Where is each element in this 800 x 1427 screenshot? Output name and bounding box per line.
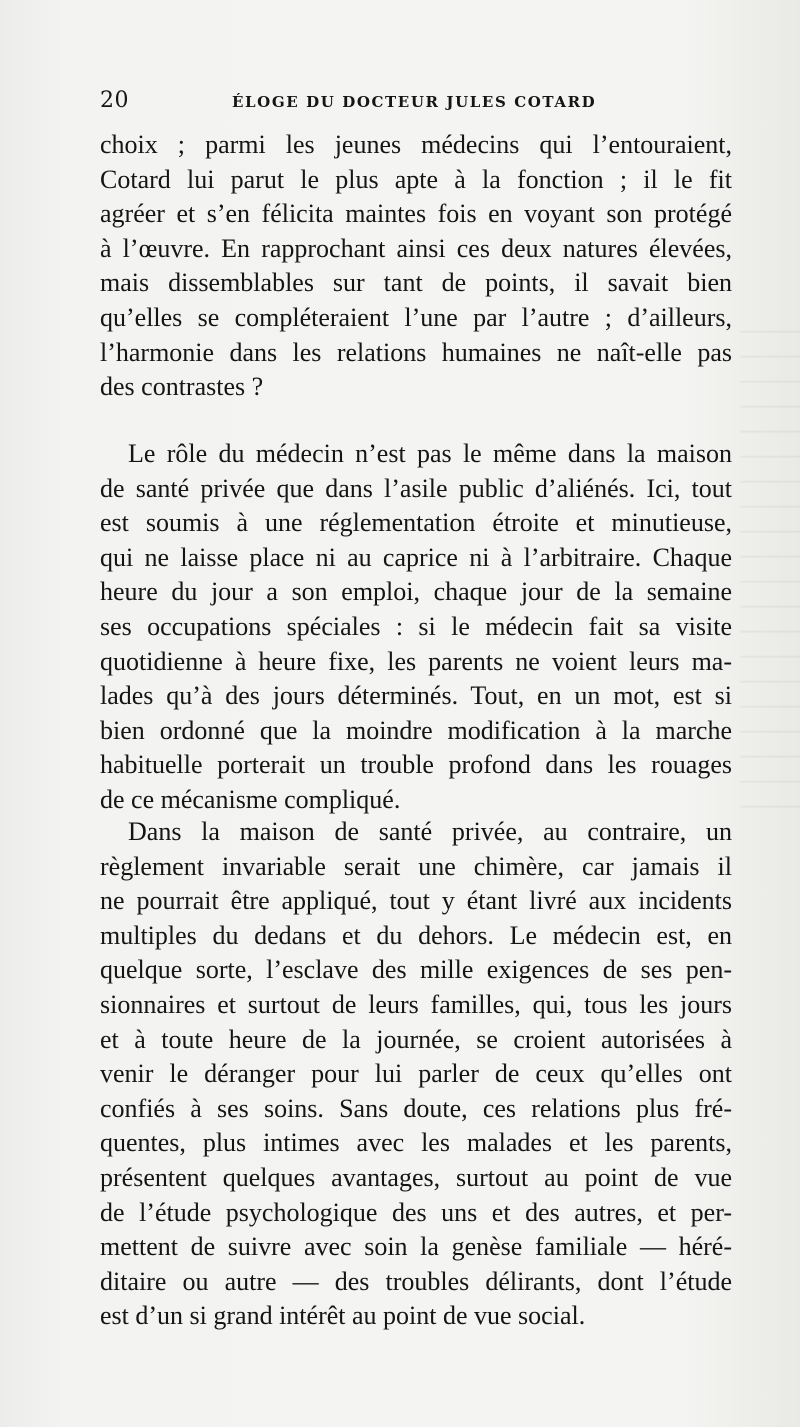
text-line: lades qu’à des jours déterminés. Tout, en un mot, est si	[100, 681, 732, 711]
show-through-shadow	[740, 330, 800, 830]
text-line: à l’œuvre. En rapprochant ainsi ces deux natures élevées,	[100, 233, 732, 263]
text-line: quotidienne à heure fixe, les parents ne voient leurs ma-	[100, 646, 732, 676]
text-line: de ce mécanisme compliqué.	[100, 784, 401, 814]
text-line: mettent de suivre avec soin la genèse familiale — héré-	[100, 1232, 732, 1262]
paragraph-3	[100, 815, 732, 1334]
text-line: sionnaires et surtout de leurs familles, qui, tous les jours	[100, 989, 732, 1019]
paragraph-1	[100, 128, 732, 405]
text-line: est soumis à une réglementation étroite et minutieuse,	[100, 508, 732, 538]
text-line: confiés à ses soins. Sans doute, ces relations plus fré-	[100, 1093, 732, 1123]
text-line: heure du jour a son emploi, chaque jour de la semaine	[100, 577, 732, 607]
page-header	[100, 88, 740, 118]
text-line: qui ne laisse place ni au caprice ni à l’arbitraire. Chaque	[100, 542, 732, 572]
text-line: bien ordonné que la moindre modification à la marche	[100, 715, 732, 745]
text-line: présentent quelques avantages, surtout au point de vue	[100, 1162, 732, 1192]
paragraph-2	[100, 437, 732, 818]
text-line: multiples du dedans et du dehors. Le médecin est, en	[100, 920, 732, 950]
text-line: l’harmonie dans les relations humaines ne naît-elle pas	[100, 337, 732, 367]
text-line: des contrastes ?	[100, 372, 264, 402]
text-line: et à toute heure de la journée, se croient autorisées à	[100, 1024, 732, 1054]
text-line: est d’un si grand intérêt au point de vue social.	[100, 1301, 586, 1331]
text-line: ne pourrait être appliqué, tout y étant livré aux incidents	[100, 886, 732, 916]
text-line: qu’elles se compléteraient l’une par l’autre ; d’ailleurs,	[100, 302, 732, 332]
text-line: choix ; parmi les jeunes médecins qui l’entouraient,	[100, 130, 732, 159]
text-line: mais dissemblables sur tant de points, il savait bien	[100, 268, 732, 298]
text-line: ditaire ou autre — des troubles délirants, dont l’étude	[100, 1266, 732, 1296]
text-line: Dans la maison de santé privée, au contraire, un	[128, 817, 732, 846]
text-line: de santé privée que dans l’asile public d’aliénés. Ici, tout	[100, 473, 732, 503]
page-number: 20	[100, 88, 129, 113]
text-line: agréer et s’en félicita maintes fois en voyant son protégé	[100, 199, 732, 229]
text-line: habituelle porterait un trouble profond dans les rouages	[100, 750, 732, 780]
text-line: quentes, plus intimes avec les malades et les parents,	[100, 1128, 732, 1158]
text-line: quelque sorte, l’esclave des mille exigences de ses pen-	[100, 955, 732, 985]
text-line: Le rôle du médecin n’est pas le même dans la maison	[128, 439, 732, 468]
text-line: Cotard lui parut le plus apte à la fonction ; il le fit	[100, 164, 732, 194]
text-line: venir le déranger pour lui parler de ceux qu’elles ont	[100, 1059, 732, 1089]
text-line: règlement invariable serait une chimère, car jamais il	[100, 851, 732, 881]
text-line: ses occupations spéciales : si le médecin fait sa visite	[100, 611, 732, 641]
text-line: de l’étude psychologique des uns et des autres, et per-	[100, 1197, 732, 1227]
running-title: ÉLOGE DU DOCTEUR JULES COTARD	[232, 93, 597, 111]
